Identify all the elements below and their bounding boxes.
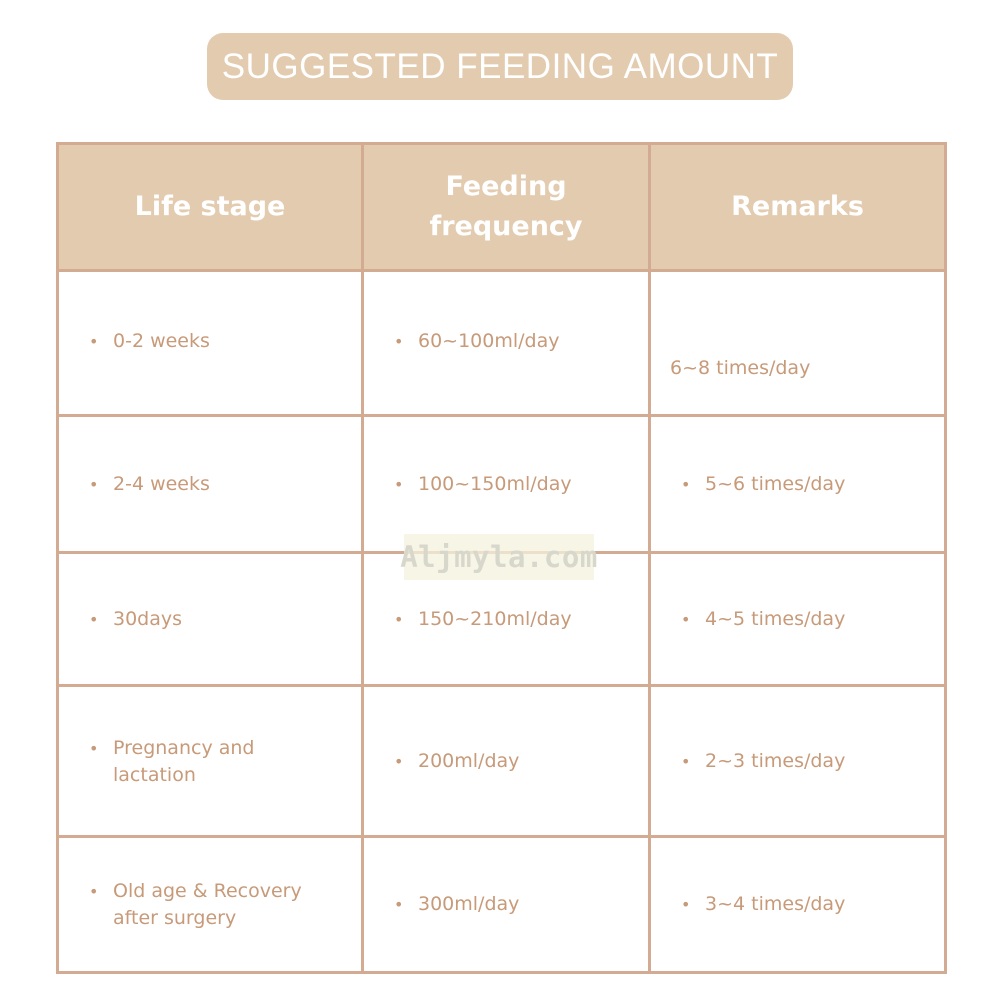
amount-text: 200ml/day [418, 749, 520, 772]
table-row [58, 686, 946, 837]
bullet-icon: • [681, 895, 691, 914]
amount-cell [363, 416, 650, 553]
remark-cell [650, 553, 946, 686]
remark-text: 6~8 times/day [670, 357, 811, 379]
page-title: SUGGESTED FEEDING AMOUNT [207, 33, 793, 100]
remark-text: 2~3 times/day [705, 749, 846, 772]
life-stage-cell [58, 416, 363, 553]
life-stage-cell [58, 837, 363, 973]
table-row [58, 416, 946, 553]
remark-text: 5~6 times/day [705, 472, 846, 495]
watermark: Aljmyla.com [404, 534, 594, 580]
bullet-icon: • [394, 474, 404, 494]
bullet-icon: • [89, 474, 99, 494]
life-stage-text: 30days [113, 607, 183, 630]
amount-text: 300ml/day [418, 893, 520, 915]
remark-cell [650, 416, 946, 553]
bullet-icon: • [394, 751, 404, 771]
amount-text: 150~210ml/day [418, 607, 572, 630]
remark-text: 3~4 times/day [705, 893, 846, 915]
life-stage-text: Old age & Recovery after surgery [113, 879, 302, 929]
remark-text: 4~5 times/day [705, 607, 846, 630]
bullet-icon: • [89, 609, 99, 629]
life-stage-text: Pregnancy and lactation [113, 737, 255, 786]
bullet-icon: • [394, 895, 404, 914]
amount-text: 100~150ml/day [418, 472, 572, 495]
header-feeding-frequency: Feeding frequency [363, 144, 650, 271]
life-stage-cell [58, 271, 363, 416]
remark-cell [650, 686, 946, 837]
header-remarks: Remarks [650, 144, 946, 271]
life-stage-cell [58, 553, 363, 686]
amount-text: 60~100ml/day [418, 330, 560, 352]
bullet-icon: • [681, 474, 691, 494]
bullet-icon: • [89, 739, 99, 758]
amount-cell [363, 271, 650, 416]
table-row [58, 271, 946, 416]
remark-cell [650, 837, 946, 973]
remark-cell [650, 271, 946, 416]
life-stage-cell [58, 686, 363, 837]
header-life-stage: Life stage [58, 144, 363, 271]
bullet-icon: • [394, 332, 404, 351]
life-stage-text: 2-4 weeks [113, 472, 210, 495]
table-header-row [58, 144, 946, 271]
bullet-icon: • [89, 881, 99, 901]
table-row [58, 837, 946, 973]
bullet-icon: • [681, 609, 691, 629]
bullet-icon: • [394, 609, 404, 629]
bullet-icon: • [89, 332, 99, 351]
life-stage-text: 0-2 weeks [113, 330, 210, 352]
amount-cell [363, 686, 650, 837]
bullet-icon: • [681, 751, 691, 771]
amount-cell [363, 837, 650, 973]
